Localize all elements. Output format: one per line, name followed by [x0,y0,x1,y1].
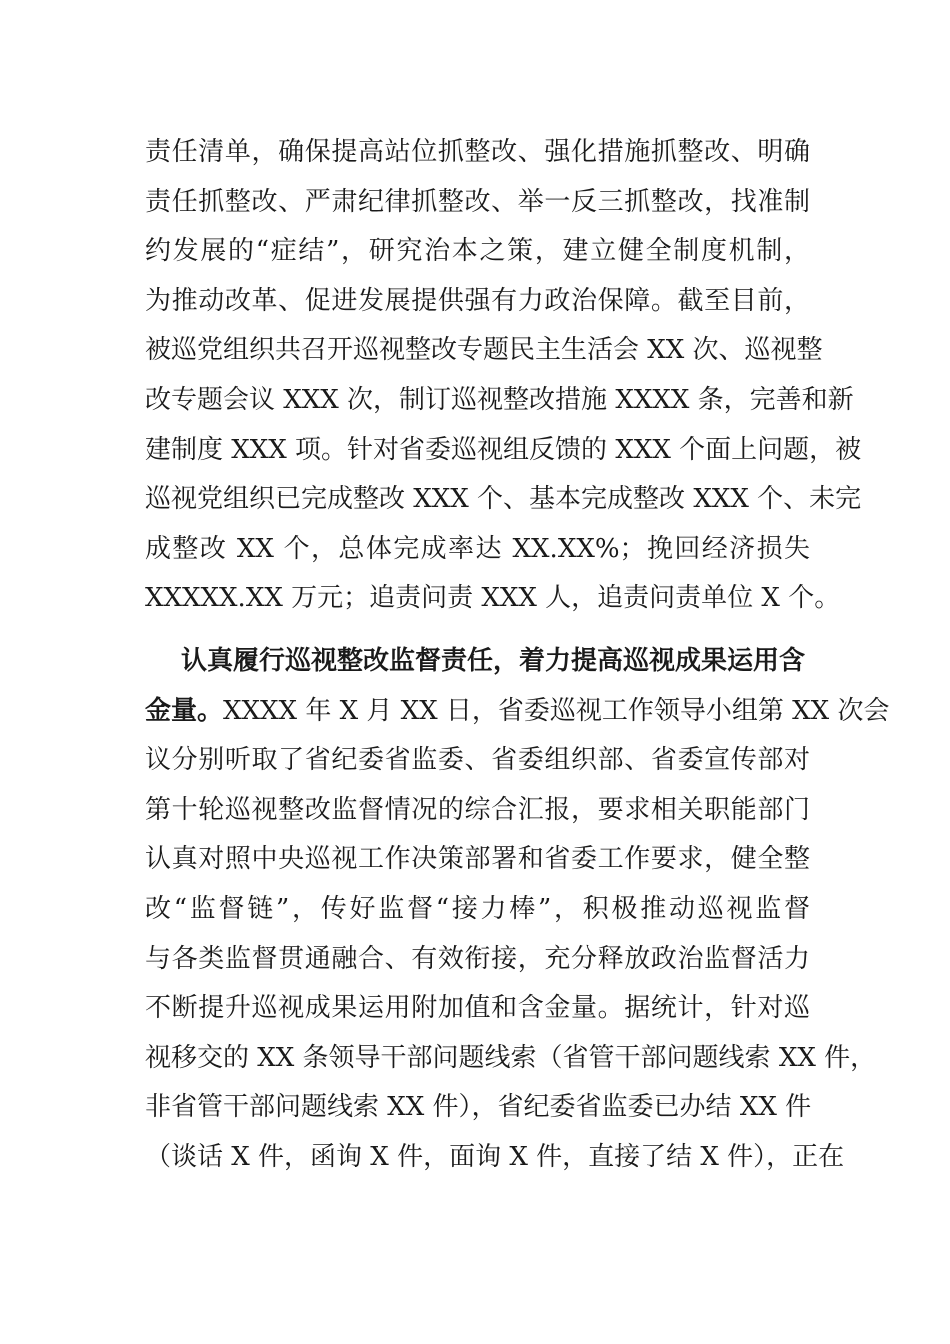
text-line: 认真对照中央巡视工作决策部署和省委工作要求，健全整 [145,844,810,875]
text-line-rest: XXXX 年 X 月 XX 日，省委巡视工作领导小组第 XX 次会 [223,695,890,726]
section-heading [145,637,810,687]
text-line: （谈话 X 件，函询 X 件，面询 X 件，直接了结 X 件），正在 [145,1141,845,1172]
text-line: 被巡党组织共召开巡视整改专题民主生活会 XX 次、巡视整 [145,335,823,366]
text-line: 改专题会议 XXX 次，制订巡视整改措施 XXXX 条，完善和新 [145,384,854,415]
text-line: 与各类监督贯通融合、有效衔接，充分释放政治监督活力 [145,943,810,974]
text-line: 责任抓整改、严肃纪律抓整改、举一反三抓整改，找准制 [145,186,810,217]
body-paragraph-1 [145,128,862,624]
text-line: XXXXX.XX 万元；追责问责 XXX 人，追责问责单位 X 个。 [145,583,841,614]
text-line: 建制度 XXX 项。针对省委巡视组反馈的 XXX 个面上问题，被 [145,434,862,465]
text-line: 视移交的 XX 条领导干部问题线索（省管干部问题线索 XX 件， [145,1042,877,1073]
text-line: 巡视党组织已完成整改 XXX 个、基本完成整改 XXX 个、未完 [145,484,862,515]
text-line: 议分别听取了省纪委省监委、省委组织部、省委宣传部对 [145,745,810,776]
body-paragraph-2 [145,637,890,1183]
text-line: 为推动改革、促进发展提供强有力政治保障。截至目前， [145,285,810,316]
section-heading-text: 认真履行巡视整改监督责任，着力提高巡视成果运用含 [181,646,806,676]
text-line: 责任清单，确保提高站位抓整改、强化措施抓整改、明确 [145,137,810,167]
text-line: 约发展的“症结”，研究治本之策，建立健全制度机制， [145,236,810,267]
text-line: 改“监督链”，传好监督“接力棒”，积极推动巡视监督 [145,893,810,924]
text-line: 不断提升巡视成果运用附加值和含金量。据统计，针对巡 [145,993,810,1024]
text-line: 第十轮巡视整改监督情况的综合汇报，要求相关职能部门 [145,794,810,825]
text-line [145,687,890,737]
text-line: 成整改 XX 个，总体完成率达 XX.XX%；挽回经济损失 [145,533,810,564]
text-line: 非省管干部问题线索 XX 件），省纪委省监委已办结 XX 件 [145,1092,812,1123]
section-heading-tail: 金量。 [145,695,224,726]
